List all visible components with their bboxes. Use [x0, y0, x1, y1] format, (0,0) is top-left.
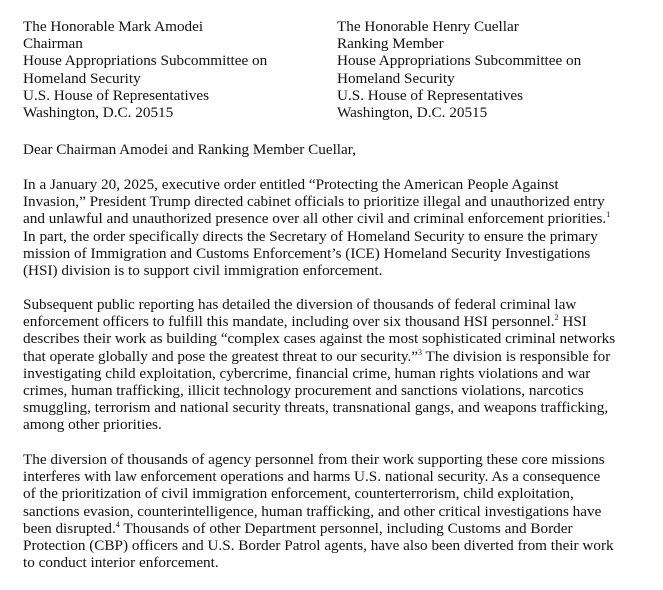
text-segment: and unlawful and unauthorized presence over all other civil and criminal enforcement priorities.: [23, 210, 607, 228]
addressee-house: U.S. House of Representatives: [23, 86, 210, 104]
text-line: smuggling, terrorism and national security threats, transnational gangs, and weapons trafficking,: [23, 399, 609, 417]
text-line: among other priorities.: [23, 416, 162, 434]
addressee-title: Chairman: [23, 35, 83, 53]
footnote-marker: 3: [418, 347, 423, 357]
text-line: [23, 313, 648, 330]
addressee-city: Washington, D.C. 20515: [23, 104, 174, 122]
addressee-committee-cont: Homeland Security: [23, 69, 141, 87]
text-line: [23, 348, 648, 365]
text-segment: Thousands of other Department personnel, including Customs and Border: [119, 519, 573, 537]
text-line: describes their work as building “complex cases against the most sophisticated criminal networks: [23, 330, 616, 348]
text-line: Subsequent public reporting has detailed the diversion of thousands of federal criminal law: [23, 296, 577, 313]
text-line: The diversion of thousands of agency personnel from their work supporting these core missions: [23, 451, 605, 468]
salutation: Dear Chairman Amodei and Ranking Member Cuellar,: [23, 141, 357, 158]
text-line: sanctions evasion, counterintelligence, human trafficking, and other critical investigations have: [23, 502, 602, 520]
addressee-house: U.S. House of Representatives: [337, 86, 524, 104]
text-line: [23, 210, 648, 227]
text-line: mission of Immigration and Customs Enforcement’s (ICE) Homeland Security Investigations: [23, 244, 591, 262]
text-line: interferes with law enforcement operations and harms U.S. national security. As a consequence: [23, 468, 601, 486]
addressee-committee: House Appropriations Subcommittee on: [23, 52, 268, 70]
paragraph-security-impact: [23, 451, 648, 571]
text-line: of the prioritization of civil immigration enforcement, counterterrorism, child exploitation,: [23, 485, 574, 503]
addressee-title: Ranking Member: [337, 35, 444, 53]
text-line: investigating child exploitation, cybercrime, financial crime, human rights violations and war: [23, 364, 591, 382]
text-line: Invasion,” President Trump directed cabinet officials to prioritize illegal and unauthorized entry: [23, 193, 605, 211]
text-segment: HSI: [558, 313, 587, 331]
addressee-committee-cont: Homeland Security: [337, 69, 455, 87]
addressee-name: The Honorable Henry Cuellar: [337, 18, 519, 35]
text-segment: been disrupted.: [23, 519, 116, 537]
addressee-chairman: [23, 18, 267, 121]
addressee-name: The Honorable Mark Amodei: [23, 18, 204, 35]
paragraph-executive-order: [23, 176, 648, 279]
paragraph-hsi-diversion: [23, 296, 648, 434]
footnote-marker: 1: [606, 210, 611, 220]
text-line: to conduct interior enforcement.: [23, 554, 219, 572]
footnote-marker: 4: [115, 519, 120, 529]
text-segment: that operate globally and pose the greatest threat to our security.”: [23, 347, 419, 365]
text-line: In a January 20, 2025, executive order entitled “Protecting the American People Against: [23, 176, 559, 193]
text-line: [23, 520, 648, 537]
text-segment: enforcement officers to fulfill this mandate, including over six thousand HSI personnel.: [23, 313, 555, 331]
text-line: In part, the order specifically directs the Secretary of Homeland Security to ensure the primary: [23, 227, 598, 245]
addressee-city: Washington, D.C. 20515: [337, 104, 488, 122]
text-line: Protection (CBP) officers and U.S. Border Patrol agents, have also been diverted from their work: [23, 537, 614, 555]
text-segment: The division is responsible for: [422, 347, 611, 365]
footnote-marker: 2: [554, 313, 559, 323]
text-line: crimes, human trafficking, illicit technology procurement and sanctions violations, narcotics: [23, 382, 584, 400]
addressee-ranking-member: [337, 18, 581, 121]
text-line: (HSI) division is to support civil immigration enforcement.: [23, 262, 383, 280]
addressee-committee: House Appropriations Subcommittee on: [337, 52, 582, 70]
